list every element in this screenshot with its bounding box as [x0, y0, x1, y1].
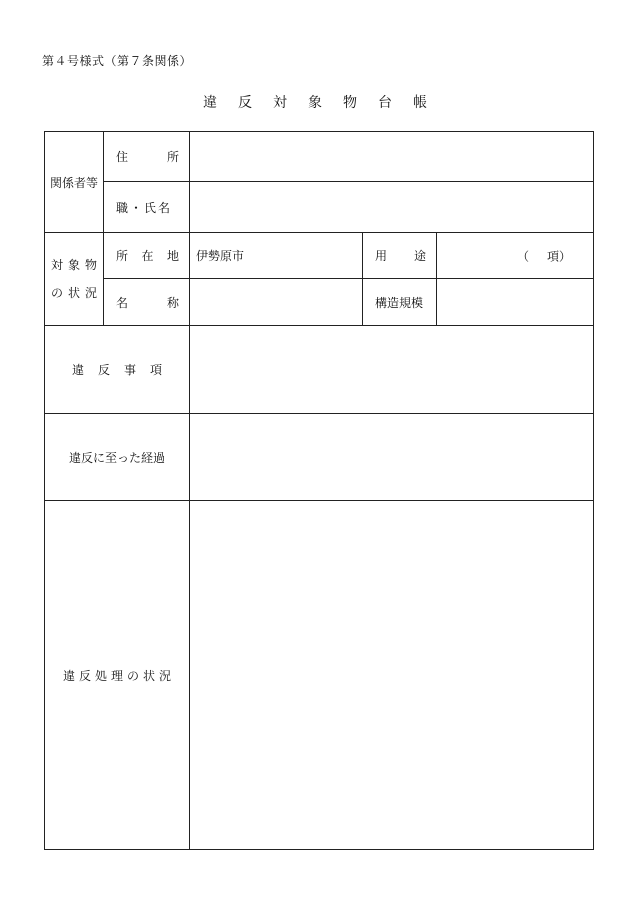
location-label-a: 所	[116, 249, 129, 263]
structure-label: 構造規模	[363, 279, 437, 326]
name-label-b: 称	[166, 295, 179, 310]
occupation-name-value-cell[interactable]	[190, 182, 594, 233]
form-number: 第４号様式（第７条関係）	[42, 54, 193, 68]
object-status-label-line2: の状況	[50, 286, 102, 300]
address-label-b: 所	[166, 150, 179, 164]
violation-handling-label: 違反処理の状況	[45, 501, 190, 850]
location-label	[104, 233, 190, 279]
use-kou-label: 項）	[547, 249, 572, 263]
object-status-group-label	[45, 233, 104, 326]
stakeholder-group-label: 関係者等	[45, 132, 104, 233]
object-status-label-line1: 対象物	[50, 258, 102, 272]
name-value-cell[interactable]	[190, 279, 363, 326]
location-value-cell[interactable]: 伊勢原市	[190, 233, 363, 279]
ledger-table	[44, 131, 594, 850]
use-paren-open: （	[517, 249, 530, 263]
name-label	[104, 279, 190, 326]
violation-handling-value-cell[interactable]	[190, 501, 594, 850]
violation-items-label: 違反事項	[45, 326, 190, 414]
location-label-b: 在	[141, 249, 154, 263]
use-value-cell[interactable]	[437, 233, 594, 279]
occupation-name-label: 職・氏名	[104, 182, 190, 233]
location-label-c: 地	[166, 249, 179, 263]
violation-history-label: 違反に至った経過	[45, 414, 190, 501]
structure-value-cell[interactable]	[437, 279, 594, 326]
address-value-cell[interactable]	[190, 132, 594, 182]
address-label-a: 住	[116, 150, 129, 164]
violation-history-value-cell[interactable]	[190, 414, 594, 501]
page-title: 違反対象物台帳	[203, 95, 448, 111]
violation-items-value-cell[interactable]	[190, 326, 594, 414]
address-label	[104, 132, 190, 182]
use-label	[363, 233, 437, 279]
name-label-a: 名	[116, 295, 129, 310]
use-label-b: 途	[413, 249, 426, 263]
use-label-a: 用	[375, 249, 388, 263]
